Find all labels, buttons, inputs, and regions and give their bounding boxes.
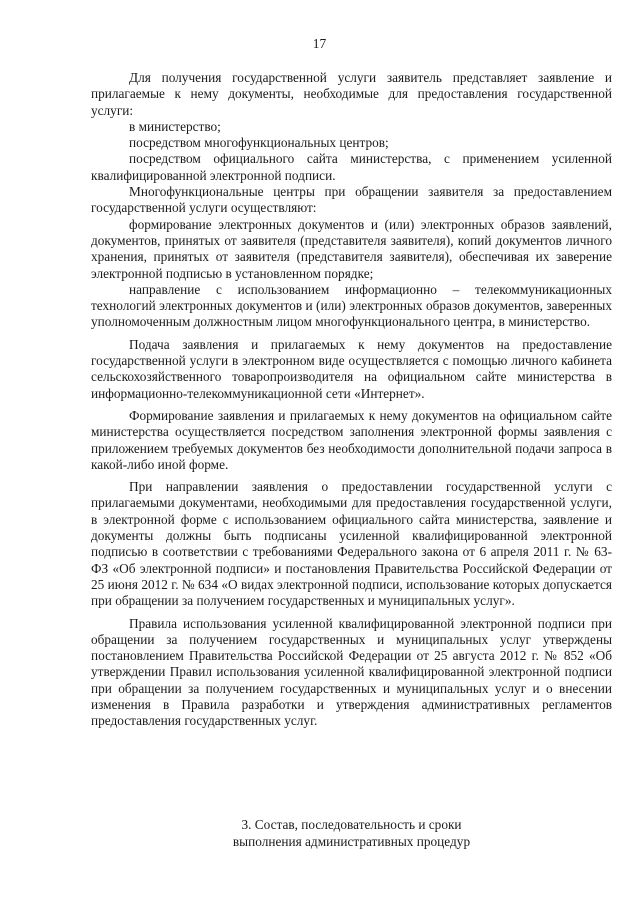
list-item-transmission: направление с использованием информационно – телекоммуникационных технологий электронных документов и (или) электронных образов документов, заверенных уполномоченным должностным лицом многофункционального центра, в министерство.	[91, 281, 612, 330]
list-item-ministry: в министерство;	[129, 118, 221, 134]
document-body	[91, 70, 612, 730]
page-number: 17	[312, 36, 327, 51]
section-heading	[91, 816, 612, 850]
paragraph-signature-requirements: При направлении заявления о предоставлении государственной услуги с прилагаемыми документами, необходимыми для предоставления государственной услуги, в электронной форме с использованием официального сайта министерства, заявление и документы должны быть подписаны усиленной квалифицированной электронной подписью в соответствии с требованиями Федерального закона от 6 апреля 2011 г. № 63-ФЗ «Об электронной подписи» и постановления Правительства Российской Федерации от 25 июня 2012 г. № 634 «О видах электронной подписи, использование которых допускается при обращении за получением государственных и муниципальных услуг».	[91, 479, 612, 609]
list-item-mfc: посредством многофункциональных центров;	[129, 135, 389, 151]
paragraph-application-submission: Для получения государственной услуги заявитель представляет заявление и прилагаемые к нему документы, необходимые для предоставления государственной услуги:	[91, 70, 612, 118]
paragraph-form-filling: Формирование заявления и прилагаемых к нему документов на официальном сайте министерства осуществляется посредством заполнения электронной формы заявления с приложением требуемых документов без необходимости дополнительной подачи запроса в какой-либо иной форме.	[91, 407, 612, 472]
paragraph-mfc-functions: Многофункциональные центры при обращении заявителя за предоставлением государственной услуги осуществляют:	[91, 184, 612, 216]
paragraph-signature-rules: Правила использования усиленной квалифицированной электронной подписи при обращении за получением государственных и муниципальных услуг утверждены постановлением Правительства Российской Федерации от 25 августа 2012 г. № 852 «Об утверждении Правил использования усиленной квалифицированной электронной подписи при обращении за получением государственных и муниципальных услуг и о внесении изменения в Правила разработки и утверждения административных регламентов предоставления государственных услуг.	[91, 615, 612, 729]
section-heading-line-2: выполнения административных процедур	[232, 834, 471, 849]
list-item-electronic-documents: формирование электронных документов и (или) электронных образов заявлений, документов, принятых от заявителя (представителя заявителя), копий документов личного хранения, принятых от заявителя (представителя заявителя), обеспечивая их заверение электронной подписью в установленном порядке;	[91, 216, 612, 281]
list-item-official-site: посредством официального сайта министерства, с применением усиленной квалифицированной электронной подписи.	[91, 151, 612, 183]
paragraph-electronic-submission: Подача заявления и прилагаемых к нему документов на предоставление государственной услуги в электронном виде осуществляется с помощью личного кабинета сельскохозяйственного товаропроизводителя на официальном сайте министерства в информационно-телекоммуникационной сети «Интернет».	[91, 336, 612, 401]
section-heading-line-1: 3. Состав, последовательность и сроки	[241, 817, 462, 832]
